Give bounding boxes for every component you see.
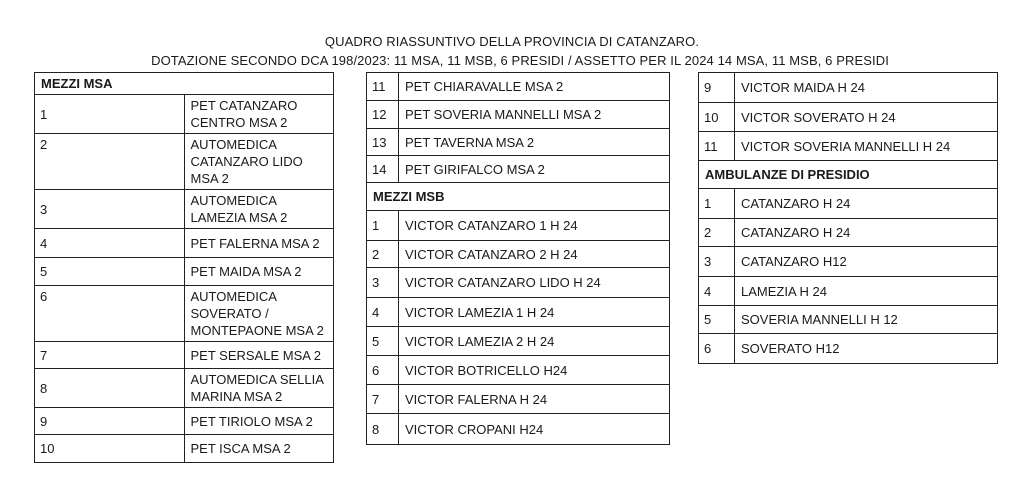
row-number: 5 (699, 306, 735, 334)
row-number: 4 (699, 277, 735, 306)
table-row (367, 211, 670, 241)
row-number: 9 (35, 408, 185, 435)
row-number: 11 (367, 73, 399, 101)
table-row (699, 277, 998, 306)
table-row (367, 356, 670, 385)
table-row (367, 268, 670, 298)
msa-table (34, 72, 334, 463)
table-row (699, 334, 998, 364)
row-label: PET TIRIOLO MSA 2 (184, 408, 334, 435)
table-row (699, 247, 998, 277)
row-label: VICTOR CATANZARO 1 H 24 (399, 211, 670, 241)
document-title: QUADRO RIASSUNTIVO DELLA PROVINCIA DI CATANZARO. (324, 34, 700, 49)
row-label: VICTOR CROPANI H24 (399, 414, 670, 445)
row-number: 7 (35, 342, 185, 369)
row-number: 11 (699, 132, 735, 161)
table-row (35, 286, 334, 342)
row-number: 3 (35, 190, 185, 229)
row-number: 3 (699, 247, 735, 277)
msb-presidi-table (698, 72, 998, 364)
row-number: 2 (699, 219, 735, 247)
table-row (367, 414, 670, 445)
row-label: PET SOVERIA MANNELLI MSA 2 (399, 101, 670, 129)
row-label: CATANZARO H 24 (735, 219, 998, 247)
table-row (367, 156, 670, 183)
table-row (367, 385, 670, 414)
row-label: AUTOMEDICA CATANZARO LIDO MSA 2 (184, 134, 334, 190)
row-number: 13 (367, 129, 399, 156)
row-label: CATANZARO H 24 (735, 189, 998, 219)
table-row (35, 134, 334, 190)
document-subtitle: DOTAZIONE SECONDO DCA 198/2023: 11 MSA, 11 MSB, 6 PRESIDI / ASSETTO PER IL 2024 14 MSA, 11 MSB, 6 PRESIDI (151, 53, 889, 68)
row-label: AUTOMEDICA SELLIA MARINA MSA 2 (184, 369, 334, 408)
row-number: 5 (35, 258, 185, 286)
row-label: VICTOR LAMEZIA 2 H 24 (399, 327, 670, 356)
msa-msb-table (366, 72, 670, 445)
table-row (699, 103, 998, 132)
row-number: 1 (699, 189, 735, 219)
row-number: 6 (367, 356, 399, 385)
row-label: VICTOR FALERNA H 24 (399, 385, 670, 414)
table-row (699, 132, 998, 161)
msa-heading: MEZZI MSA (35, 73, 334, 95)
row-label: PET FALERNA MSA 2 (184, 229, 334, 258)
row-label: PET CATANZARO CENTRO MSA 2 (184, 95, 334, 134)
row-number: 4 (35, 229, 185, 258)
row-label: CATANZARO H12 (735, 247, 998, 277)
row-number: 5 (367, 327, 399, 356)
row-number: 2 (367, 241, 399, 268)
table-row (699, 189, 998, 219)
row-number: 14 (367, 156, 399, 183)
table-row (35, 258, 334, 286)
row-number: 1 (35, 95, 185, 134)
row-label: VICTOR LAMEZIA 1 H 24 (399, 298, 670, 327)
row-number: 8 (35, 369, 185, 408)
row-label: VICTOR SOVERATO H 24 (735, 103, 998, 132)
table-row (367, 101, 670, 129)
row-number: 4 (367, 298, 399, 327)
table-row (367, 129, 670, 156)
table-row (699, 306, 998, 334)
table-row (367, 327, 670, 356)
table-row (35, 95, 334, 134)
row-number: 12 (367, 101, 399, 129)
row-label: AUTOMEDICA SOVERATO / MONTEPAONE MSA 2 (184, 286, 334, 342)
row-number: 1 (367, 211, 399, 241)
table-row (35, 190, 334, 229)
row-label: VICTOR CATANZARO 2 H 24 (399, 241, 670, 268)
table-row (699, 73, 998, 103)
table-row (699, 219, 998, 247)
row-label: VICTOR MAIDA H 24 (735, 73, 998, 103)
row-label: PET GIRIFALCO MSA 2 (399, 156, 670, 183)
row-label: SOVERATO H12 (735, 334, 998, 364)
row-number: 3 (367, 268, 399, 298)
row-number: 6 (699, 334, 735, 364)
table-row (35, 342, 334, 369)
table-row (35, 229, 334, 258)
row-number: 8 (367, 414, 399, 445)
row-label: PET SERSALE MSA 2 (184, 342, 334, 369)
row-label: VICTOR CATANZARO LIDO H 24 (399, 268, 670, 298)
row-number: 10 (699, 103, 735, 132)
row-number: 7 (367, 385, 399, 414)
row-label: PET TAVERNA MSA 2 (399, 129, 670, 156)
msb-heading: MEZZI MSB (367, 183, 670, 211)
row-label: VICTOR SOVERIA MANNELLI H 24 (735, 132, 998, 161)
row-label: VICTOR BOTRICELLO H24 (399, 356, 670, 385)
row-number: 10 (35, 435, 185, 463)
table-row (367, 298, 670, 327)
presidi-heading: AMBULANZE DI PRESIDIO (699, 161, 998, 189)
row-number: 9 (699, 73, 735, 103)
table-row (367, 73, 670, 101)
row-number: 6 (35, 286, 185, 342)
table-row (367, 241, 670, 268)
row-label: PET CHIARAVALLE MSA 2 (399, 73, 670, 101)
table-row (35, 408, 334, 435)
row-label: PET ISCA MSA 2 (184, 435, 334, 463)
row-label: PET MAIDA MSA 2 (184, 258, 334, 286)
table-row (35, 435, 334, 463)
row-number: 2 (35, 134, 185, 190)
table-row (35, 369, 334, 408)
row-label: LAMEZIA H 24 (735, 277, 998, 306)
row-label: AUTOMEDICA LAMEZIA MSA 2 (184, 190, 334, 229)
row-label: SOVERIA MANNELLI H 12 (735, 306, 998, 334)
